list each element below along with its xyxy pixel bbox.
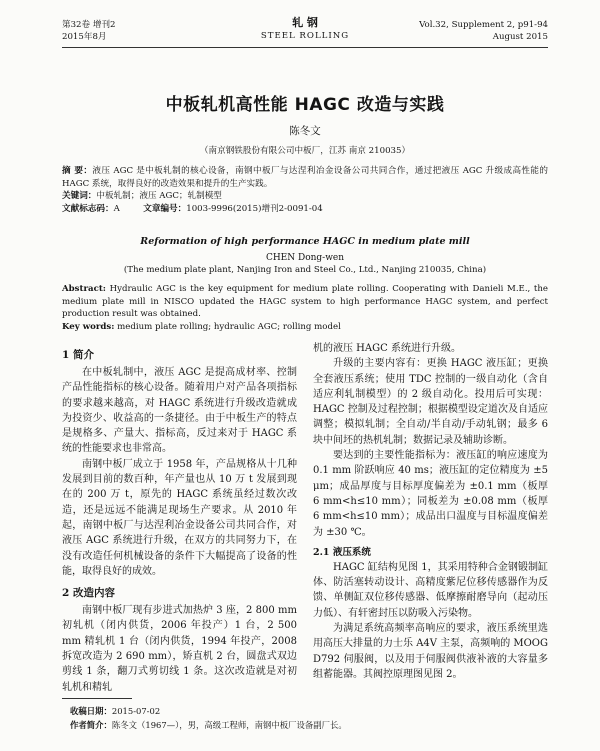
received-value: 2015-07-02 (111, 706, 161, 716)
left-column (62, 341, 297, 695)
changes-paragraph-3: 要达到的主要性能指标为：液压缸的响应速度为 0.1 mm 阶跃响应 40 ms；液压缸的定位精度为 ±5 μm；成品厚度与目标厚度偏差为 ±0.1 mm（板厚 6 mm<h≤10 mm）；同板差为 ±0.08 mm（板厚 6 mm<h≤10 mm）；成品出口温度与目标温度偏差为 ±30 ℃。 (313, 450, 548, 538)
article-meta (62, 203, 548, 216)
journal-name-cn: 轧 钢 (292, 16, 318, 29)
english-affiliation: (The medium plate plant, Nanjing Iron and Steel Co., Ltd., Nanjing 210035, China) (123, 265, 487, 275)
english-keywords-label: Key words: (62, 321, 115, 332)
clc-label: 文献标志码： (62, 203, 114, 214)
english-title: Reformation of high performance HAGC in medium plate mill (140, 236, 470, 247)
date-en: August 2015 (492, 32, 548, 42)
abstract-cn (62, 165, 548, 215)
received-label: 收稿日期： (70, 706, 112, 716)
abstract-label: 摘 要： (62, 166, 93, 176)
article-id-label: 文章编号： (143, 203, 187, 214)
hydraulics-paragraph-2: 为满足系统高频率高响应的要求，液压系统里选用高压大排量的力士乐 A4V 主泵，高频响的 MOOG D792 伺服阀，以及用于伺服阀供液补液的大容量多组蓄能器。其阀控原理图见图 2。 (313, 623, 548, 680)
english-abstract-label: Abstract: (62, 284, 106, 294)
hydraulics-paragraph-1: HAGC 缸结构见图 1，其采用特种合金钢锻制缸体、防活塞转动设计、高精度紫尼位移传感器作为反馈、单侧缸双位移传感器、低摩擦耐磨导向（起动压力低）、有轩密封压以防吸入污染物。 (313, 561, 548, 619)
right-column (313, 341, 548, 682)
intro-paragraph-1: 在中板轧制中，液压 AGC 是提高成材率、控制产品性能指标的核心设备。随着用户对产品各项指标的要求越来越高，对 HAGC 系统进行升级改造就成为投资少、收益高的一条捷径。由于中板生产的特点是规格多、产量大、指标高，反过来对于 HAGC 系统的性能要求也非常高。 (62, 367, 297, 455)
journal-issue-cn (62, 19, 212, 43)
subsection-heading-hydraulics: 2.1 液压系统 (313, 546, 371, 558)
volume-en: Vol.32, Supplement 2, p91-94 (419, 20, 548, 30)
journal-issue-en (388, 19, 548, 43)
volume-issue-cn: 第32卷 增刊2 (62, 20, 116, 30)
changes-paragraph-2: 升级的主要内容有：更换 HAGC 液压缸；更换全套液压系统；使用 TDC 控制的一级自动化（含自适应利轧制模型）的 2 级自动化。投用后可实现：HAGC 控制及过程控制；根据模型设定道次及自适应调整；模拟轧制；全自动/半自动/手动轧钢；最多 6 块中间坯的热机轧制；数据记录及辅助诊断。 (313, 358, 548, 446)
author-bio (70, 719, 550, 731)
section-heading-changes: 2 改造内容 (62, 587, 115, 600)
author-bio-label: 作者简介： (70, 720, 112, 730)
keywords-label: 关键词： (62, 191, 97, 201)
abstract-body (62, 165, 548, 190)
english-keywords-text: medium plate rolling; hydraulic AGC; rolling model (117, 321, 341, 332)
keywords-text: 中板轧制；液压 AGC；轧制模型 (96, 191, 222, 201)
received-date (70, 705, 550, 717)
article-id: 1003-9996(2015)增刊2-0091-04 (186, 203, 323, 214)
clc-code: A (113, 203, 120, 214)
english-keywords (62, 321, 548, 334)
author-affiliation: （南京钢铁股份有限公司中板厂，江苏 南京 210035） (199, 146, 411, 156)
english-author: CHEN Dong-wen (265, 253, 345, 263)
journal-name (250, 16, 360, 42)
date-cn: 2015年8月 (62, 32, 107, 42)
journal-name-en: STEEL ROLLING (260, 31, 350, 41)
header-rule (62, 47, 548, 48)
author-bio-text: 陈冬文（1967—），男，高级工程师，南钢中板厂设备副厂长。 (111, 720, 347, 730)
changes-paragraph-1: 南钢中板厂现有步进式加热炉 3 座，2 800 mm 初轧机（闭内供货，2006 年投产）1 台，2 500 mm 精轧机 1 台（闭内供货，1994 年投产，2008 拆宽改造为 2 690 mm），矫直机 2 台，圆盘式双边剪线 1 条，翻刀式剪切线 1 条。这次改造就是对初轧机和精轧 (62, 605, 297, 693)
keywords-cn (62, 190, 548, 203)
section-heading-intro: 1 简介 (62, 349, 94, 361)
english-abstract-text: Hydraulic AGC is the key equipment for medium plate rolling. Cooperating with Danieli M.E., the medium plate mill in NISCO updated the HAGC system to high performance HAGC system, and perfect production result was obtained. (62, 284, 548, 319)
footnote-rule (62, 698, 132, 699)
intro-paragraph-2: 南钢中板厂成立于 1958 年，产品规格从十几种发展到目前的数百种，年产量也从 10 万 t 发展到现在的 200 万 t，原先的 HAGC 系统虽经过数次改造，还是远远不能满足现场生产要求。从 2010 年起，南钢中板厂与达涅利冶金设备公司共同合作，对液压 AGC 系统进行升级，在双方的共同努力下，在没有改造任何机械设备的条件下大幅提高了设备的性能，取得良好的成效。 (62, 458, 297, 577)
author-name: 陈冬文 (289, 125, 321, 137)
english-abstract (62, 283, 548, 333)
abstract-text: 液压 AGC 是中板轧制的核心设备，南钢中板厂与达涅利冶金设备公司共同合作，通过把液压 AGC 升级成高性能的 HAGC 系统，取得良好的改造效果和提升的生产实践。 (62, 166, 548, 189)
paper-title: 中板轧机高性能 HAGC 改造与实践 (165, 95, 445, 115)
english-abstract-body (62, 283, 548, 321)
changes-paragraph-1-continued: 机的液压 HAGC 系统进行升级。 (313, 343, 461, 354)
